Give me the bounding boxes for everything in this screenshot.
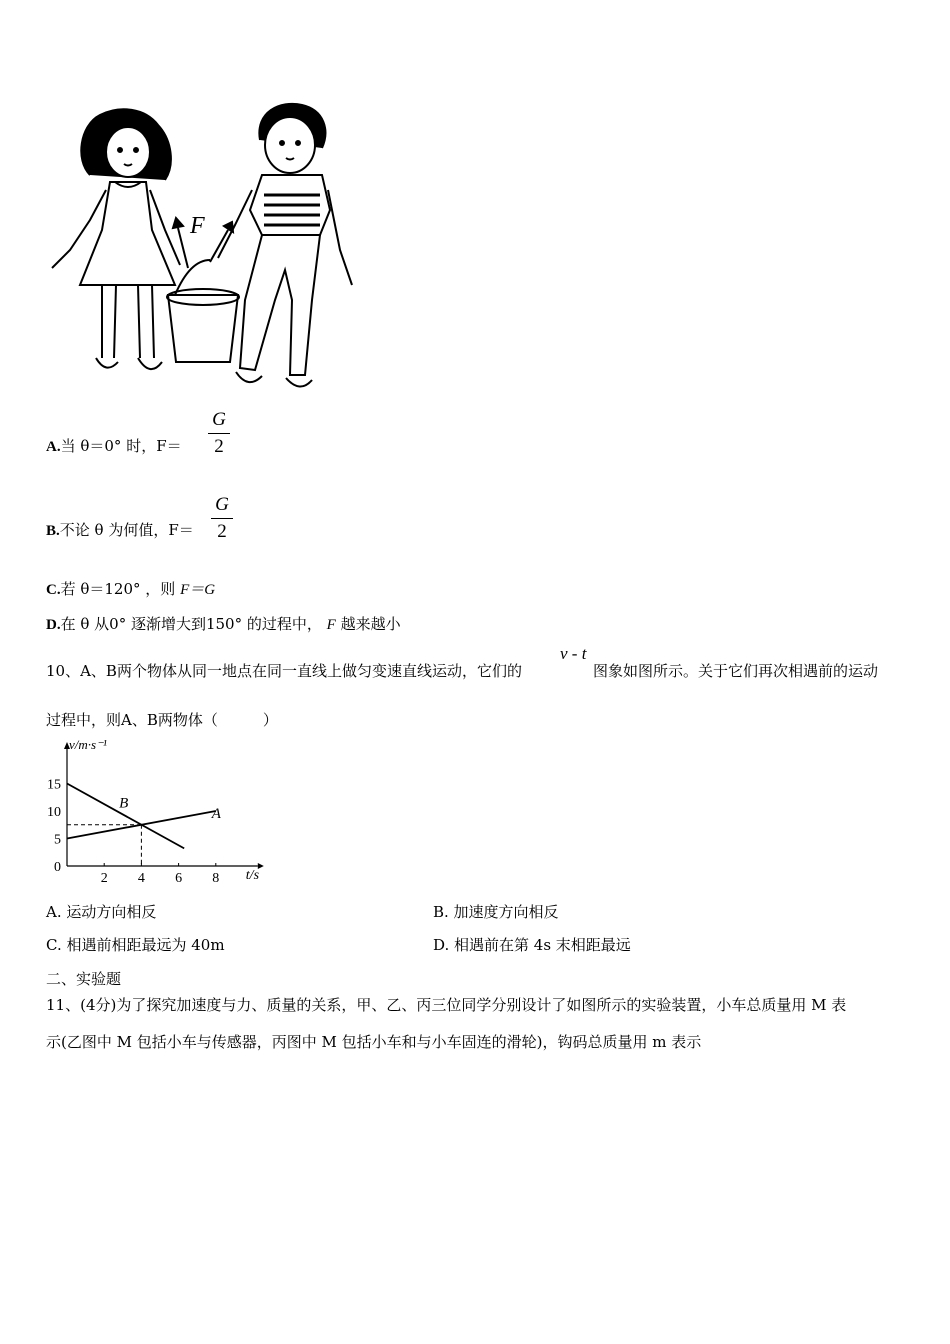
y-axis-label: v/m·s⁻¹ [69, 737, 107, 752]
option-b: B.不论 θ 为何值，F＝ [46, 521, 194, 539]
section-title: 二、实验题 [46, 970, 122, 988]
series-label-b: B [119, 795, 129, 812]
q10-line1-pre: 10、A、B两个物体从同一地点在同一直线上做匀变速直线运动，它们的 [46, 662, 522, 680]
q10-option-a: A. 运动方向相反 [46, 903, 157, 921]
x-tick-label: 6 [175, 871, 183, 885]
q10-line2: 过程中，则A、B两物体（ ） [46, 711, 278, 729]
option-a-fraction: G 2 [208, 409, 230, 458]
q10-option-d: D. 相遇前在第 4s 末相距最远 [433, 936, 631, 954]
y-tick-label: 0 [54, 860, 61, 875]
force-label: F [190, 213, 205, 239]
series-line-b [67, 784, 184, 849]
q11-line1: 11、(4分)为了探究加速度与力、质量的关系，甲、乙、丙三位同学分别设计了如图所示的实验装置，小车总质量用 M 表 [46, 996, 847, 1014]
y-tick-label: 15 [47, 777, 61, 793]
y-tick-label: 5 [54, 832, 61, 848]
q10-line1-post: 图象如图所示。关于它们再次相遇前的运动 [593, 662, 879, 680]
option-d: D.在 θ 从0° 逐渐增大到150° 的过程中， F 越来越小 [46, 615, 401, 633]
y-tick-label: 10 [47, 805, 61, 820]
x-tick-label: 2 [100, 871, 108, 885]
x-axis-label: t/s [245, 868, 260, 883]
children-carrying-bucket-figure [40, 100, 360, 395]
q10-option-b: B. 加速度方向相反 [433, 903, 559, 921]
x-tick-label: 4 [137, 871, 145, 885]
q10-option-c: C. 相遇前相距最远为 40m [46, 936, 225, 954]
vt-chart [40, 735, 275, 885]
option-b-fraction: G 2 [211, 494, 233, 543]
option-a: A.当 θ＝0° 时，F＝ [46, 437, 182, 455]
q11-line2: 示(乙图中 M 包括小车与传感器，丙图中 M 包括小车和与小车固连的滑轮)，钩码总质量用 m 表示 [46, 1033, 702, 1051]
x-tick-label: 8 [212, 871, 220, 885]
vt-label: v - t [560, 644, 587, 663]
option-c: C.若 θ＝120° ，则 F＝G [46, 580, 216, 598]
series-label-a: A [211, 806, 221, 822]
